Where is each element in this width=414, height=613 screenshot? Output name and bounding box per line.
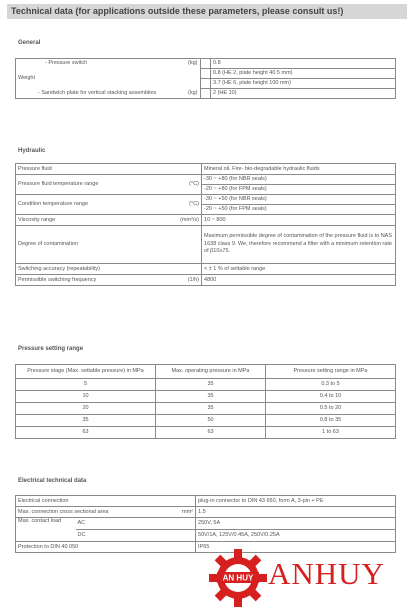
pressure-heading: Pressure setting range (18, 346, 84, 352)
max-pressure-cell: 35 (156, 391, 266, 403)
general-heading: General (18, 40, 41, 46)
viscosity-unit: (mm²/s) (166, 215, 202, 226)
fluid-temp-label: Pressure fluid temperature range (16, 175, 166, 195)
pressure-switch-label: - Pressure switch (45, 60, 88, 66)
electrical-heading: Electrical technical data (18, 478, 87, 484)
pressure-switch-unit: (kg) (188, 60, 198, 66)
pressure-switch-weight-he2: 0.8 (HE 2, plate height 40.5 mm) (211, 69, 396, 79)
contamination-value: Maximum permissible degree of contamination of the pressure fluid is to NAS 1638 class 9. We, therefore recommend a filter with a minimum retention rate of β10≥75. (202, 226, 396, 264)
condition-temp-nbr: -30 ~ +50 (for NBR seals) (202, 195, 396, 205)
contamination-label: Degree of contamination (16, 226, 202, 264)
fluid-temp-fpm: -20 ~ +80 (for FPM seals) (202, 185, 396, 195)
sandwich-plate-unit: (kg) (188, 90, 198, 96)
stage-cell: 63 (16, 427, 156, 439)
table-row (16, 391, 396, 403)
weight-label: Weight (16, 59, 201, 99)
anhuy-logo (208, 548, 410, 608)
setting-range-header: Pressure setting range in MPa (266, 365, 396, 379)
fluid-value: Mineral oil. Fire- bio-degradable hydraulic fluids (202, 164, 396, 175)
connection-label: Electrical connection (16, 496, 196, 507)
viscosity-value: 10 ~ 800 (202, 215, 396, 226)
cross-section-unit: mm² (182, 508, 194, 515)
frequency-unit: (1/h) (166, 275, 202, 286)
dc-label: DC (76, 530, 196, 542)
pressure-stage-header: Pressure stage (Max. settable pressure) in MPa (16, 365, 156, 379)
table-row (16, 415, 396, 427)
hydraulic-table (15, 163, 396, 286)
table-row (16, 379, 396, 391)
ac-label: AC (76, 518, 196, 530)
fluid-temp-unit: (°C) (166, 175, 202, 195)
condition-temp-label: Condition temperature range (16, 195, 166, 215)
cross-section-label (16, 507, 196, 518)
sandwich-weight-he6: 3.7 (HE 6, plate height 100 mm) (211, 79, 396, 89)
range-cell: 0.5 to 20 (266, 403, 396, 415)
page-title: Technical data (for applications outside these parameters, please consult us!) (7, 4, 407, 19)
sandwich-plate-label: - Sandwich plate for vertical stacking assemblies (38, 90, 157, 96)
max-pressure-cell: 63 (156, 427, 266, 439)
max-pressure-cell: 35 (156, 379, 266, 391)
table-row (16, 403, 396, 415)
range-cell: 0.4 to 10 (266, 391, 396, 403)
stage-cell: 20 (16, 403, 156, 415)
range-cell: 0.3 to 5 (266, 379, 396, 391)
contact-load-label: Max. contact load (16, 518, 76, 542)
range-cell: 1 to 63 (266, 427, 396, 439)
fluid-temp-nbr: -30 ~ +80 (for NBR seals) (202, 175, 396, 185)
pressure-switch-weight: 0.8 (211, 59, 396, 69)
table-row (16, 427, 396, 439)
stage-cell: 5 (16, 379, 156, 391)
electrical-table (15, 495, 396, 553)
protection-label: Protection to DIN 40 050 (16, 542, 196, 553)
max-operating-header: Max. operating pressure in MPa (156, 365, 266, 379)
connection-value: plug-in connector to DIN 43 650, form A, 3-pin + PE (196, 496, 396, 507)
viscosity-label: Viscosity range (16, 215, 166, 226)
max-pressure-cell: 35 (156, 403, 266, 415)
gear-emblem-icon (208, 548, 268, 608)
frequency-label: Permissible switching frequency (16, 275, 166, 286)
max-pressure-cell: 50 (156, 415, 266, 427)
accuracy-label: Switching accuracy (repeatability) (16, 264, 202, 275)
stage-cell: 10 (16, 391, 156, 403)
condition-temp-unit: (°C) (166, 195, 202, 215)
pressure-table (15, 364, 396, 439)
range-cell: 0.8 to 35 (266, 415, 396, 427)
dc-value: 50V/1A, 125V/0.45A, 250V/0.25A (196, 530, 396, 542)
stage-cell: 35 (16, 415, 156, 427)
frequency-value: 4800 (202, 275, 396, 286)
ac-value: 250V, 5A (196, 518, 396, 530)
cross-section-value: 1.5 (196, 507, 396, 518)
fluid-label: Pressure fluid (16, 164, 202, 175)
brand-name: ANHUY (268, 556, 385, 591)
protection-value: IP65 (196, 542, 396, 553)
hydraulic-heading: Hydraulic (18, 148, 46, 154)
accuracy-value: < ± 1 % of settable range (202, 264, 396, 275)
emblem-text: AN HUY (222, 573, 254, 583)
sandwich-weight-he10: 2 (HE 10) (211, 89, 396, 99)
cross-section-text: Max. connection cross sectional area (18, 508, 109, 515)
condition-temp-fpm: -20 ~ +50 (for FPM seals) (202, 205, 396, 215)
